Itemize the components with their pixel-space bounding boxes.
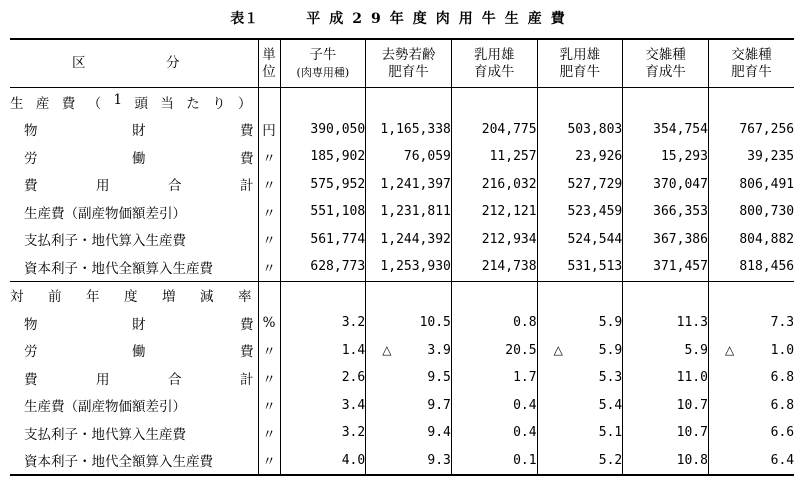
- header-row: [10, 39, 794, 88]
- empty-cell: [623, 88, 709, 116]
- value-text: 3.9: [427, 342, 451, 358]
- section-title-char: 度: [124, 289, 138, 306]
- value-cell: 561,774: [280, 226, 366, 254]
- section-title-row: [10, 88, 794, 116]
- unit-cell: 〃: [258, 392, 280, 420]
- section-title-char: り: [212, 95, 226, 112]
- section-title-char: 1: [113, 91, 123, 108]
- row-label-char: 労: [24, 150, 38, 167]
- column-header: 交雑種 育成牛: [623, 39, 709, 88]
- value-cell: 523,459: [537, 198, 623, 226]
- unit-cell: 〃: [258, 143, 280, 171]
- unit-cell: %: [258, 309, 280, 337]
- empty-cell: [451, 88, 537, 116]
- empty-cell: [708, 281, 794, 309]
- value-cell: 800,730: [708, 198, 794, 226]
- value-cell: 367,386: [623, 226, 709, 254]
- value-cell: 524,544: [537, 226, 623, 254]
- table-row: [10, 447, 794, 476]
- row-label-char: 物: [24, 316, 38, 333]
- table-row: [10, 419, 794, 447]
- value-cell: 11.0: [623, 364, 709, 392]
- value-cell: 531,513: [537, 253, 623, 281]
- value-cell: 527,729: [537, 171, 623, 199]
- value-cell: 5.3: [537, 364, 623, 392]
- value-cell: 212,934: [451, 226, 537, 254]
- value-cell: 551,108: [280, 198, 366, 226]
- value-cell: 6.6: [708, 419, 794, 447]
- value-cell: 818,456: [708, 253, 794, 281]
- row-label: [10, 253, 258, 281]
- table-row: [10, 171, 794, 199]
- value-cell: 5.9: [623, 337, 709, 365]
- value-cell: 0.4: [451, 419, 537, 447]
- row-label-text: 支払利子・地代算入生産費: [24, 233, 186, 250]
- value-text: 5.9: [598, 342, 623, 358]
- negative-mark: △: [382, 342, 392, 357]
- value-cell: 7.3: [708, 309, 794, 337]
- table-title-text: 平成29年度肉用牛生産費: [306, 11, 574, 27]
- value-cell: 767,256: [708, 116, 794, 144]
- row-label-text: 資本利子・地代全額算入生産費: [24, 454, 213, 471]
- section-title-char: ）: [237, 95, 252, 112]
- value-cell: 628,773: [280, 253, 366, 281]
- value-cell: 76,059: [366, 143, 452, 171]
- row-label-char: 費: [240, 344, 254, 361]
- row-label: [10, 226, 258, 254]
- row-label-char: 費: [240, 123, 254, 140]
- unit-cell: 円: [258, 116, 280, 144]
- value-cell: 20.5: [451, 337, 537, 365]
- cost-table: [10, 38, 794, 476]
- value-cell: 1,253,930: [366, 253, 452, 281]
- row-label-char: 物: [24, 123, 38, 140]
- value-cell: 15,293: [623, 143, 709, 171]
- value-cell: 366,353: [623, 198, 709, 226]
- section-title-char: 頭: [134, 95, 148, 112]
- value-cell: 0.4: [451, 392, 537, 420]
- value-cell: 1.4: [280, 337, 366, 365]
- value-cell: 6.4: [708, 447, 794, 476]
- value-cell: 10.7: [623, 419, 709, 447]
- empty-cell: [537, 281, 623, 309]
- value-cell: 11,257: [451, 143, 537, 171]
- value-cell: 10.5: [366, 309, 452, 337]
- row-label-char: 費: [240, 150, 254, 167]
- column-header: 交雑種 肥育牛: [708, 39, 794, 88]
- section-title-char: 率: [238, 289, 252, 306]
- row-label-char: 働: [132, 150, 146, 167]
- row-label-text: 支払利子・地代算入生産費: [24, 426, 186, 443]
- value-cell: 39,235: [708, 143, 794, 171]
- table-row: [10, 143, 794, 171]
- section-title-char: （: [87, 95, 102, 112]
- value-cell: 5.9: [537, 309, 623, 337]
- row-label-char: 財: [132, 316, 146, 333]
- section-title-char: 対: [10, 289, 24, 306]
- value-cell: 1,231,811: [366, 198, 452, 226]
- value-cell: 11.3: [623, 309, 709, 337]
- section-title-char: 費: [61, 95, 76, 112]
- empty-cell: [537, 88, 623, 116]
- value-cell: 204,775: [451, 116, 537, 144]
- value-cell: 1,241,397: [366, 171, 452, 199]
- empty-cell: [708, 88, 794, 116]
- row-label: [10, 116, 258, 144]
- empty-cell: [366, 281, 452, 309]
- row-label: [10, 364, 258, 392]
- value-cell: 371,457: [623, 253, 709, 281]
- column-header: 乳用雄 肥育牛: [537, 39, 623, 88]
- section-title-char: 前: [48, 289, 62, 306]
- row-label-char: 財: [132, 123, 146, 140]
- value-cell: 390,050: [280, 116, 366, 144]
- row-label-text: 資本利子・地代全額算入生産費: [24, 260, 213, 277]
- empty-cell: [280, 88, 366, 116]
- empty-cell: [623, 281, 709, 309]
- row-label-char: 費: [240, 316, 254, 333]
- row-label-char: 費: [24, 178, 38, 195]
- table-row: [10, 116, 794, 144]
- unit-cell: 〃: [258, 419, 280, 447]
- value-cell: 3.2: [280, 309, 366, 337]
- value-cell: 1,165,338: [366, 116, 452, 144]
- value-cell: [366, 337, 452, 365]
- value-cell: 3.4: [280, 392, 366, 420]
- value-cell: 1,244,392: [366, 226, 452, 254]
- unit-cell: 〃: [258, 337, 280, 365]
- table-number: 表１: [230, 11, 259, 27]
- value-cell: 806,491: [708, 171, 794, 199]
- section-title-char: 産: [35, 95, 50, 112]
- table-row: [10, 253, 794, 281]
- section-title-char: 減: [200, 289, 214, 306]
- row-label-char: 計: [240, 371, 254, 388]
- unit-cell: 〃: [258, 253, 280, 281]
- section-title-row: [10, 281, 794, 309]
- kubun-header: [10, 39, 258, 88]
- value-cell: 4.0: [280, 447, 366, 476]
- empty-cell: [451, 281, 537, 309]
- value-cell: 216,032: [451, 171, 537, 199]
- value-cell: 503,803: [537, 116, 623, 144]
- value-text: 1.0: [770, 342, 795, 358]
- unit-header: 単 位: [258, 39, 280, 88]
- value-cell: 804,882: [708, 226, 794, 254]
- value-cell: 2.6: [280, 364, 366, 392]
- section-title: [10, 88, 258, 116]
- value-cell: 212,121: [451, 198, 537, 226]
- row-label-char: 計: [240, 178, 254, 195]
- row-label: [10, 419, 258, 447]
- kubun-char: 区: [72, 55, 86, 71]
- row-label: [10, 143, 258, 171]
- value-cell: [708, 337, 794, 365]
- row-label-char: 用: [96, 178, 110, 195]
- value-cell: 0.1: [451, 447, 537, 476]
- row-label-text: 生産費（副産物価額差引）: [24, 399, 186, 416]
- value-cell: 5.1: [537, 419, 623, 447]
- value-cell: 6.8: [708, 364, 794, 392]
- row-label: [10, 337, 258, 365]
- column-header: 子牛 (肉専用種): [280, 39, 366, 88]
- row-label: [10, 392, 258, 420]
- unit-cell: 〃: [258, 447, 280, 476]
- row-label-text: 生産費（副産物価額差引）: [24, 205, 186, 222]
- value-cell: 6.8: [708, 392, 794, 420]
- row-label-char: 合: [168, 178, 182, 195]
- section-title-char: た: [186, 95, 200, 112]
- value-cell: 575,952: [280, 171, 366, 199]
- value-cell: 9.7: [366, 392, 452, 420]
- section-title-char: 生: [10, 95, 24, 112]
- negative-mark: △: [724, 342, 735, 357]
- table-row: [10, 337, 794, 365]
- value-cell: 10.8: [623, 447, 709, 476]
- negative-mark: △: [553, 342, 563, 357]
- row-label: [10, 447, 258, 476]
- value-cell: 5.4: [537, 392, 623, 420]
- section-title: [10, 281, 258, 309]
- unit-cell: 〃: [258, 364, 280, 392]
- row-label: [10, 171, 258, 199]
- value-cell: 214,738: [451, 253, 537, 281]
- table-row: [10, 198, 794, 226]
- column-header: 乳用雄 育成牛: [451, 39, 537, 88]
- value-cell: 9.3: [366, 447, 452, 476]
- value-cell: 354,754: [623, 116, 709, 144]
- row-label: [10, 198, 258, 226]
- table-row: [10, 364, 794, 392]
- table-row: [10, 309, 794, 337]
- value-cell: 9.4: [366, 419, 452, 447]
- value-cell: [537, 337, 623, 365]
- table-row: [10, 226, 794, 254]
- value-cell: 9.5: [366, 364, 452, 392]
- value-cell: 185,902: [280, 143, 366, 171]
- empty-cell: [258, 88, 280, 116]
- row-label: [10, 309, 258, 337]
- value-cell: 5.2: [537, 447, 623, 476]
- value-cell: 3.2: [280, 419, 366, 447]
- row-label-char: 用: [96, 371, 110, 388]
- row-label-char: 働: [132, 344, 146, 361]
- table-body: [10, 88, 794, 476]
- row-label-char: 労: [24, 344, 38, 361]
- row-label-char: 合: [168, 371, 182, 388]
- value-cell: 23,926: [537, 143, 623, 171]
- value-cell: 1.7: [451, 364, 537, 392]
- unit-cell: 〃: [258, 171, 280, 199]
- value-cell: 370,047: [623, 171, 709, 199]
- row-label-char: 費: [24, 371, 38, 388]
- value-cell: 10.7: [623, 392, 709, 420]
- table-title: [0, 8, 804, 28]
- unit-cell: 〃: [258, 226, 280, 254]
- kubun-char: 分: [166, 55, 180, 71]
- empty-cell: [280, 281, 366, 309]
- empty-cell: [258, 281, 280, 309]
- table-row: [10, 392, 794, 420]
- unit-cell: 〃: [258, 198, 280, 226]
- empty-cell: [366, 88, 452, 116]
- section-title-char: 増: [162, 289, 176, 306]
- column-header: 去勢若齢 肥育牛: [366, 39, 452, 88]
- section-title-char: 年: [86, 289, 100, 306]
- value-cell: 0.8: [451, 309, 537, 337]
- section-title-char: 当: [160, 95, 174, 112]
